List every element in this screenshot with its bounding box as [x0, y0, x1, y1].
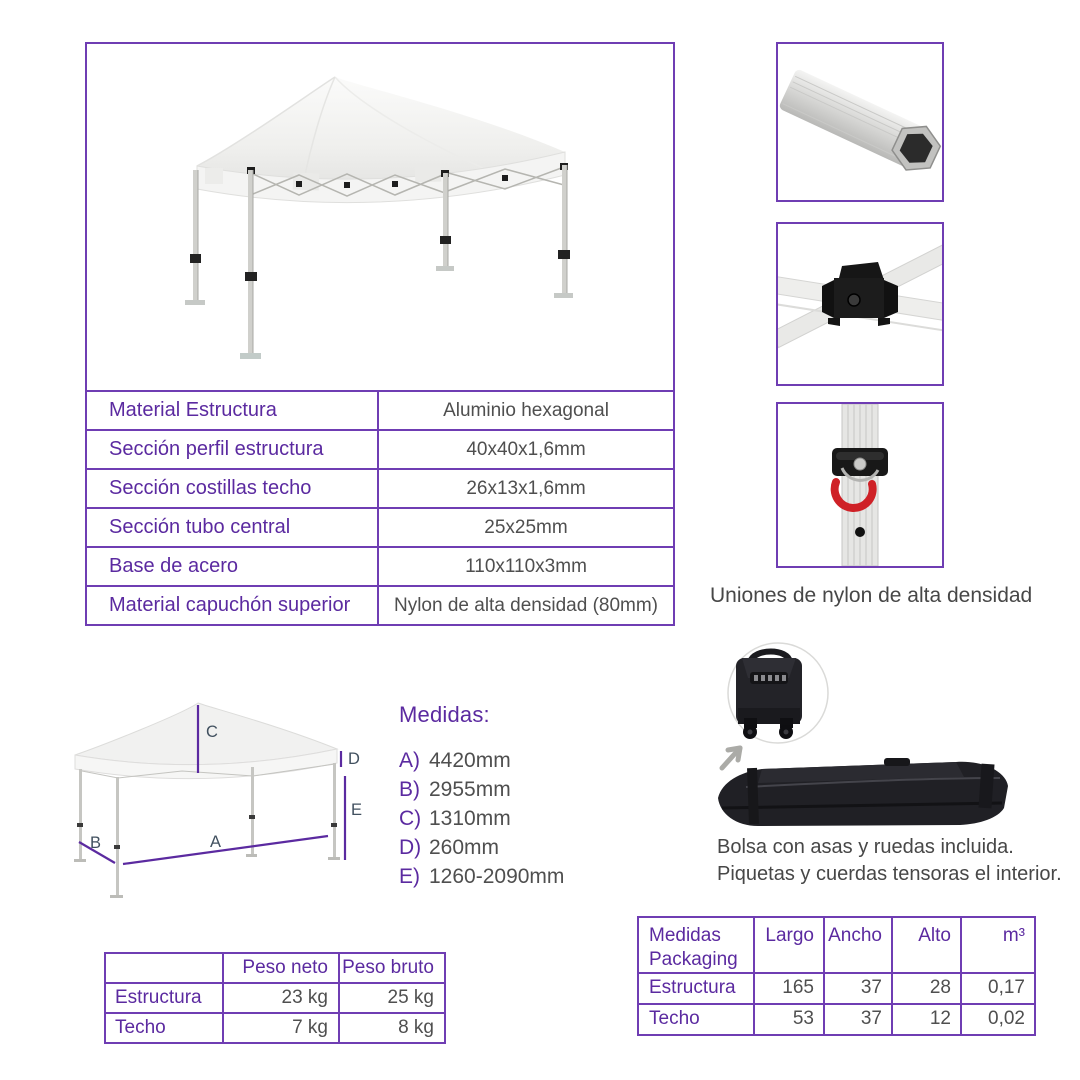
- medidas-value: 1310mm: [429, 807, 511, 830]
- packaging-header-alto: Alto: [892, 917, 961, 973]
- joint-photo-frame: [776, 222, 944, 386]
- spec-label: Base de acero: [86, 547, 378, 586]
- spec-value: 110x110x3mm: [378, 547, 674, 586]
- medidas-value: 260mm: [429, 836, 500, 859]
- table-row: [105, 1013, 445, 1043]
- table-row: [638, 1004, 1035, 1035]
- joint-connector: [822, 262, 898, 326]
- bag-caption-line2: Piquetas y cuerdas tensoras el interior.: [717, 863, 1062, 885]
- medidas-letter: A): [399, 749, 420, 772]
- packaging-value: 37: [824, 973, 892, 1004]
- arrow-up-icon: [722, 748, 740, 768]
- medidas-item-d: [399, 833, 564, 862]
- tent-photo: [87, 44, 673, 390]
- spec-label: Sección costillas techo: [86, 469, 378, 508]
- packaging-row-label: Techo: [638, 1004, 754, 1035]
- medidas-value: 2955mm: [429, 778, 511, 801]
- table-row: [86, 586, 674, 625]
- leg-clamp: [832, 448, 888, 476]
- spec-value: 40x40x1,6mm: [378, 430, 674, 469]
- bag-photos-svg: [688, 636, 1080, 834]
- hex-tube: [778, 66, 942, 178]
- table-row: [86, 430, 674, 469]
- diagram-label-d: D: [348, 750, 360, 768]
- table-row: [86, 508, 674, 547]
- weights-value: 8 kg: [339, 1013, 445, 1043]
- nylon-joint-photo: [778, 224, 942, 384]
- medidas-value: 4420mm: [429, 749, 511, 772]
- medidas-item-c: [399, 804, 564, 833]
- table-row: [86, 391, 674, 430]
- diagram-label-c: C: [206, 723, 218, 741]
- packaging-value: 12: [892, 1004, 961, 1035]
- medidas-letter: C): [399, 807, 422, 830]
- packaging-value: 28: [892, 973, 961, 1004]
- weights-corner-cell: [105, 953, 223, 983]
- table-row: [86, 469, 674, 508]
- diagram-legs: [74, 763, 340, 898]
- weights-header-bruto: Peso bruto: [339, 953, 445, 983]
- weights-row-label: Estructura: [105, 983, 223, 1013]
- medidas-letter: D): [399, 836, 422, 859]
- spec-table: [85, 390, 675, 626]
- details-caption: Uniones de nylon de alta densidad: [710, 584, 1033, 607]
- spec-label: Sección perfil estructura: [86, 430, 378, 469]
- medidas-block: [399, 702, 564, 891]
- medidas-letter: B): [399, 778, 420, 801]
- leg-hole: [855, 527, 865, 537]
- table-row: [105, 983, 445, 1013]
- packaging-row-label: Estructura: [638, 973, 754, 1004]
- bag-photos: [688, 636, 1080, 834]
- medidas-value: 1260-2090mm: [429, 865, 565, 888]
- weights-value: 7 kg: [223, 1013, 339, 1043]
- weights-header-neto: Peso neto: [223, 953, 339, 983]
- weights-row-label: Techo: [105, 1013, 223, 1043]
- table-row: [86, 547, 674, 586]
- bag-caption-line1: Bolsa con asas y ruedas incluida.: [717, 836, 1014, 858]
- dimension-diagram-svg: [52, 683, 397, 911]
- spec-label: Material Estructura: [86, 391, 378, 430]
- packaging-value: 53: [754, 1004, 824, 1035]
- hex-profile-photo-frame: [776, 42, 944, 202]
- diagram-label-a: A: [210, 833, 222, 851]
- medidas-item-a: [399, 746, 564, 775]
- hex-profile-photo: [778, 44, 942, 200]
- packaging-value: 37: [824, 1004, 892, 1035]
- packaging-value: 165: [754, 973, 824, 1004]
- packaging-table: [637, 916, 1036, 1036]
- weights-table: [104, 952, 446, 1044]
- table-row: [105, 953, 445, 983]
- diagram-label-b: B: [90, 834, 102, 852]
- packaging-value: 0,02: [961, 1004, 1035, 1035]
- bag-caption: [717, 834, 1062, 888]
- table-row: [638, 917, 1035, 973]
- packaging-header-m3: m³: [961, 917, 1035, 973]
- packaging-header-ancho: Ancho: [824, 917, 892, 973]
- spec-value: Aluminio hexagonal: [378, 391, 674, 430]
- spec-value: 25x25mm: [378, 508, 674, 547]
- packaging-value: 0,17: [961, 973, 1035, 1004]
- spec-label: Material capuchón superior: [86, 586, 378, 625]
- medidas-item-e: [399, 862, 564, 891]
- medidas-title: Medidas:: [399, 702, 490, 727]
- weights-value: 23 kg: [223, 983, 339, 1013]
- leg-ring-photo-frame: [776, 402, 944, 568]
- medidas-letter: E): [399, 865, 420, 888]
- spec-value: 26x13x1,6mm: [378, 469, 674, 508]
- tent-photo-frame: [85, 42, 675, 392]
- packaging-header-title: Medidas Packaging: [638, 917, 754, 973]
- leg-ring-photo: [778, 404, 942, 566]
- long-bag: [718, 758, 1008, 826]
- spec-label: Sección tubo central: [86, 508, 378, 547]
- diagram-label-e: E: [351, 801, 363, 819]
- dimension-diagram: [52, 683, 397, 911]
- medidas-item-b: [399, 775, 564, 804]
- table-row: [638, 973, 1035, 1004]
- weights-value: 25 kg: [339, 983, 445, 1013]
- spec-value: Nylon de alta densidad (80mm): [378, 586, 674, 625]
- packaging-header-largo: Largo: [754, 917, 824, 973]
